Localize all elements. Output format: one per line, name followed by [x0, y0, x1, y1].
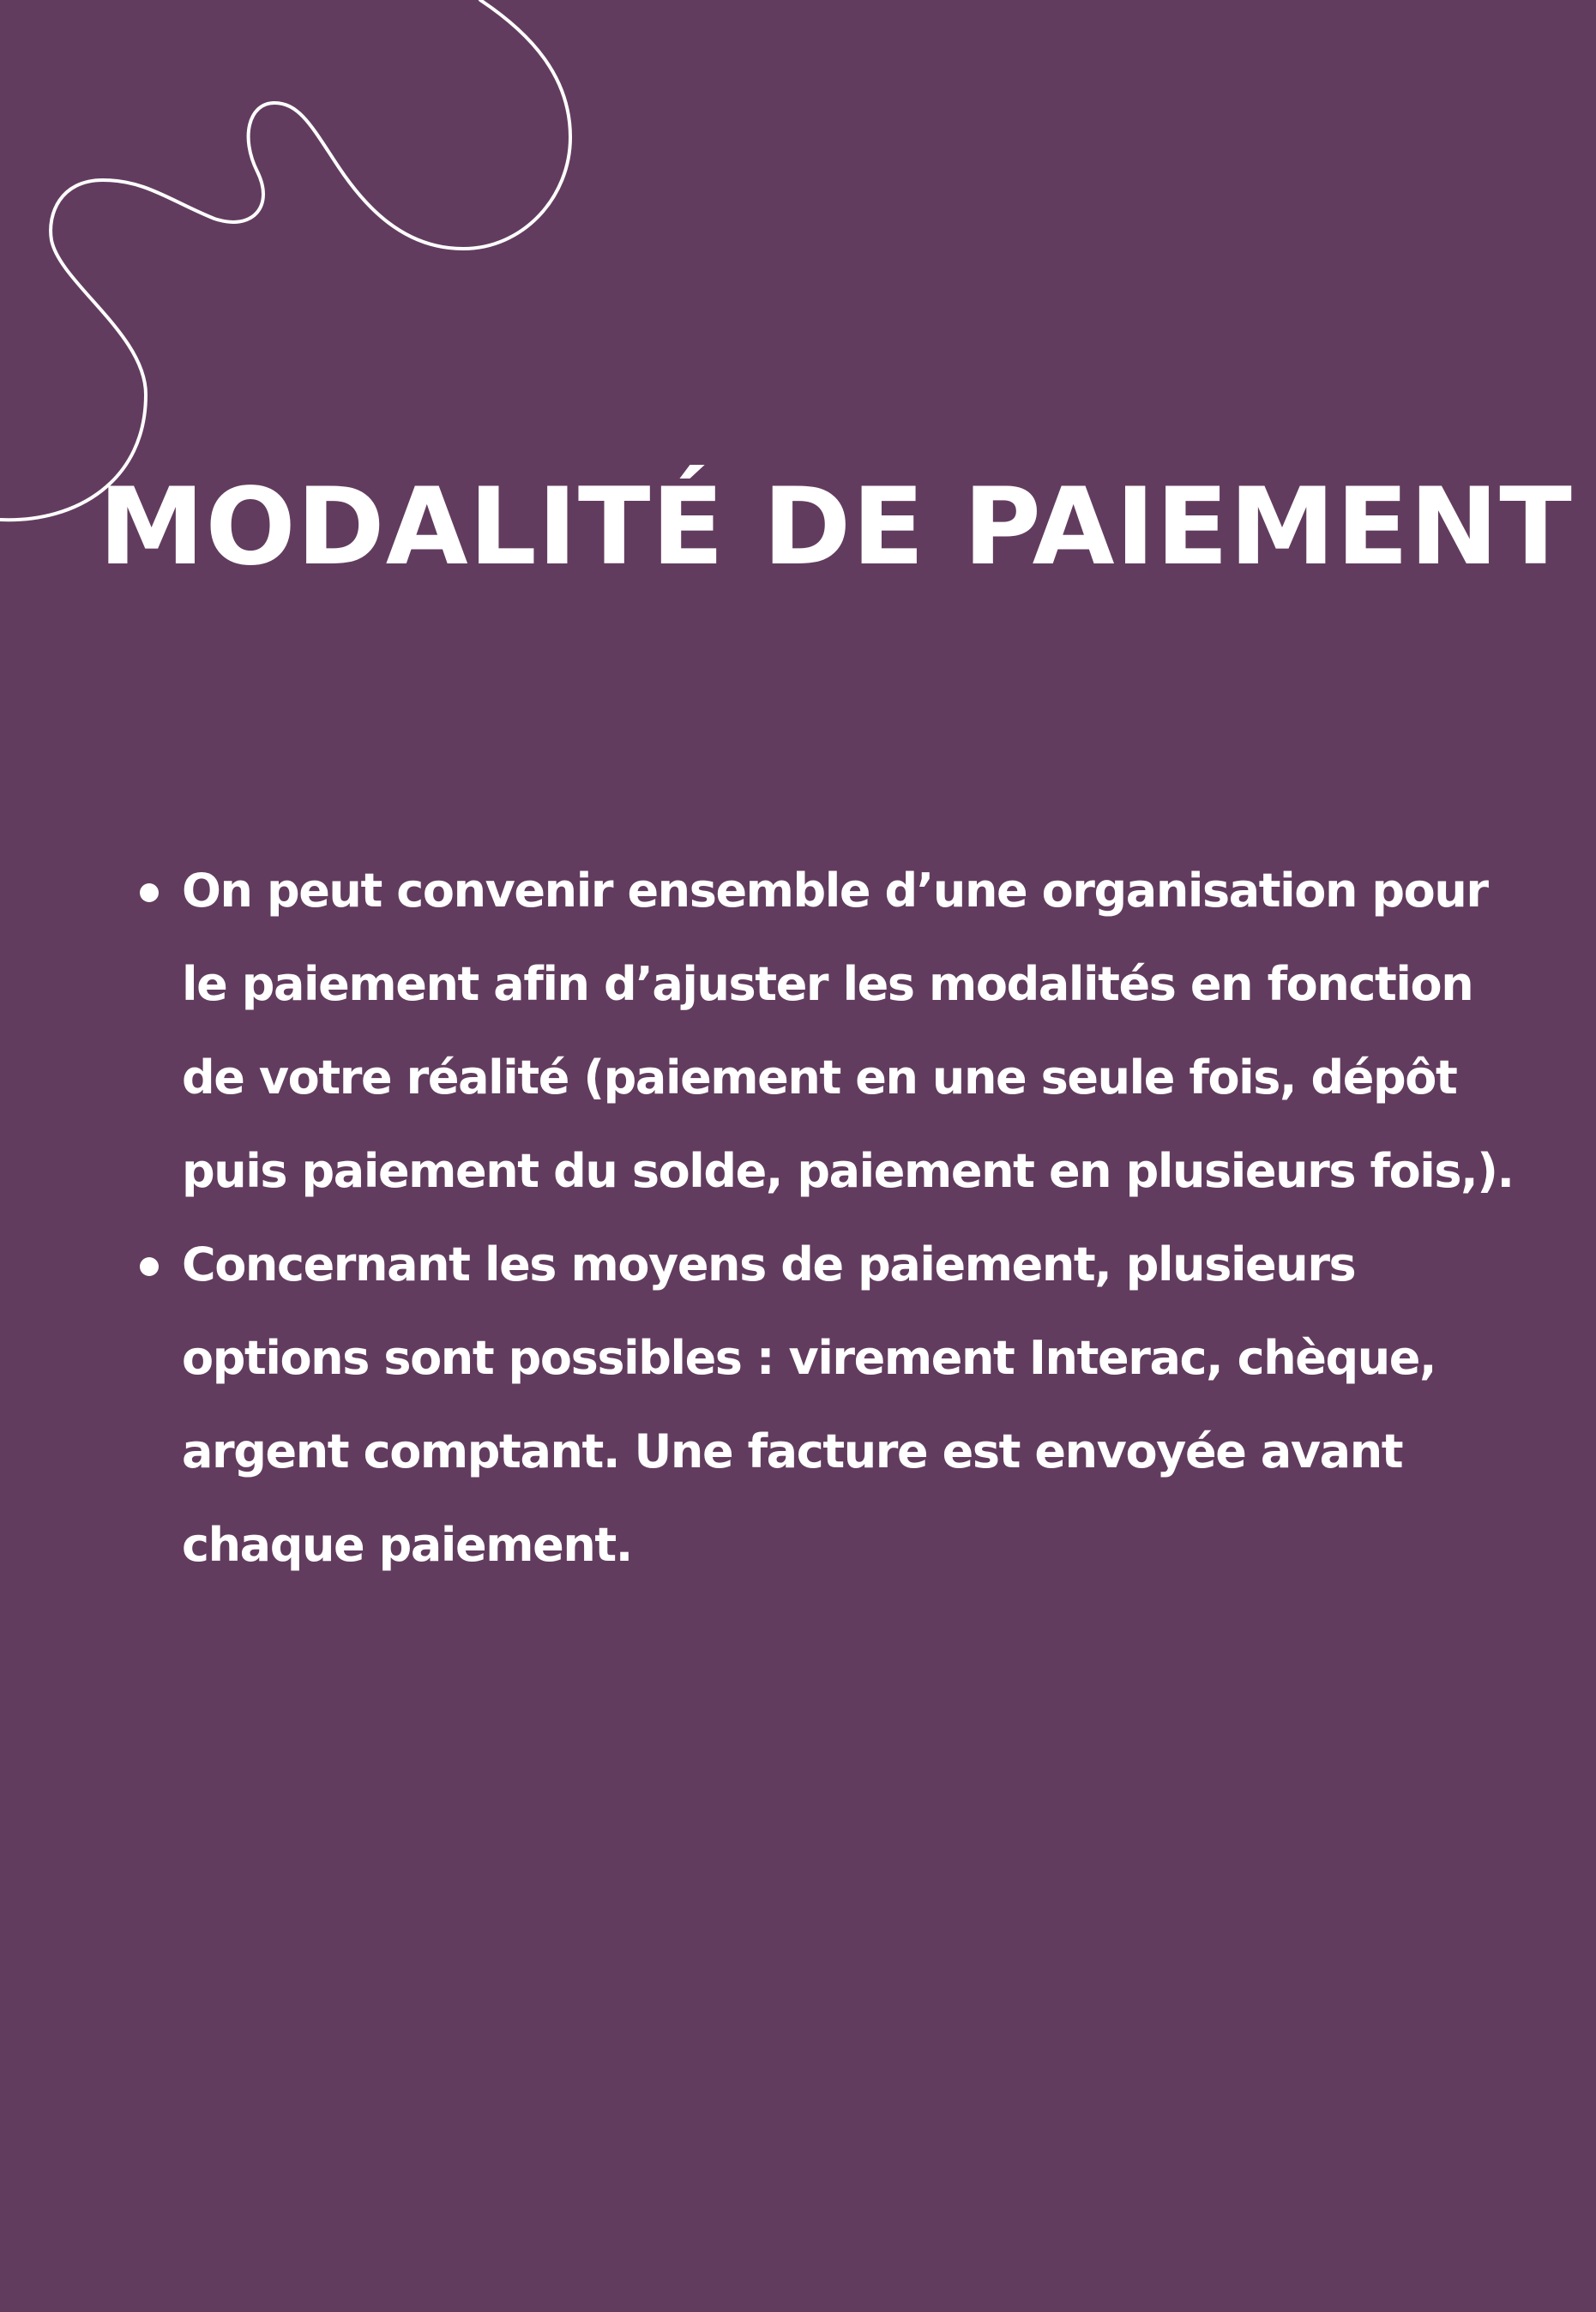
bullet-dot-icon — [140, 1257, 159, 1276]
bullet-dot-icon — [140, 883, 159, 902]
bullet-text-line: le paiement afin d’ajuster les modalités en fonction — [182, 957, 1473, 1011]
bullet-list — [0, 844, 1596, 1592]
bullet-item-payment-organization — [0, 844, 1596, 1218]
bullet-text-line: Concernant les moyens de paiement, plusieurs — [182, 1237, 1356, 1291]
page-title: MODALITÉ DE PAIEMENT — [99, 466, 1573, 589]
bullet-text-line: argent comptant. Une facture est envoyée avant — [182, 1424, 1403, 1478]
bullet-text-line: On peut convenir ensemble d’une organisation pour — [182, 864, 1488, 918]
bullet-text-line: puis paiement du solde, paiement en plusieurs fois,). — [182, 1144, 1514, 1198]
bullet-text-line: de votre réalité (paiement en une seule fois, dépôt — [182, 1051, 1457, 1105]
bullet-item-payment-methods — [0, 1218, 1596, 1592]
bullet-text-line: options sont possibles : virement Interac, chèque, — [182, 1331, 1436, 1385]
bullet-text-line: chaque paiement. — [182, 1518, 632, 1572]
